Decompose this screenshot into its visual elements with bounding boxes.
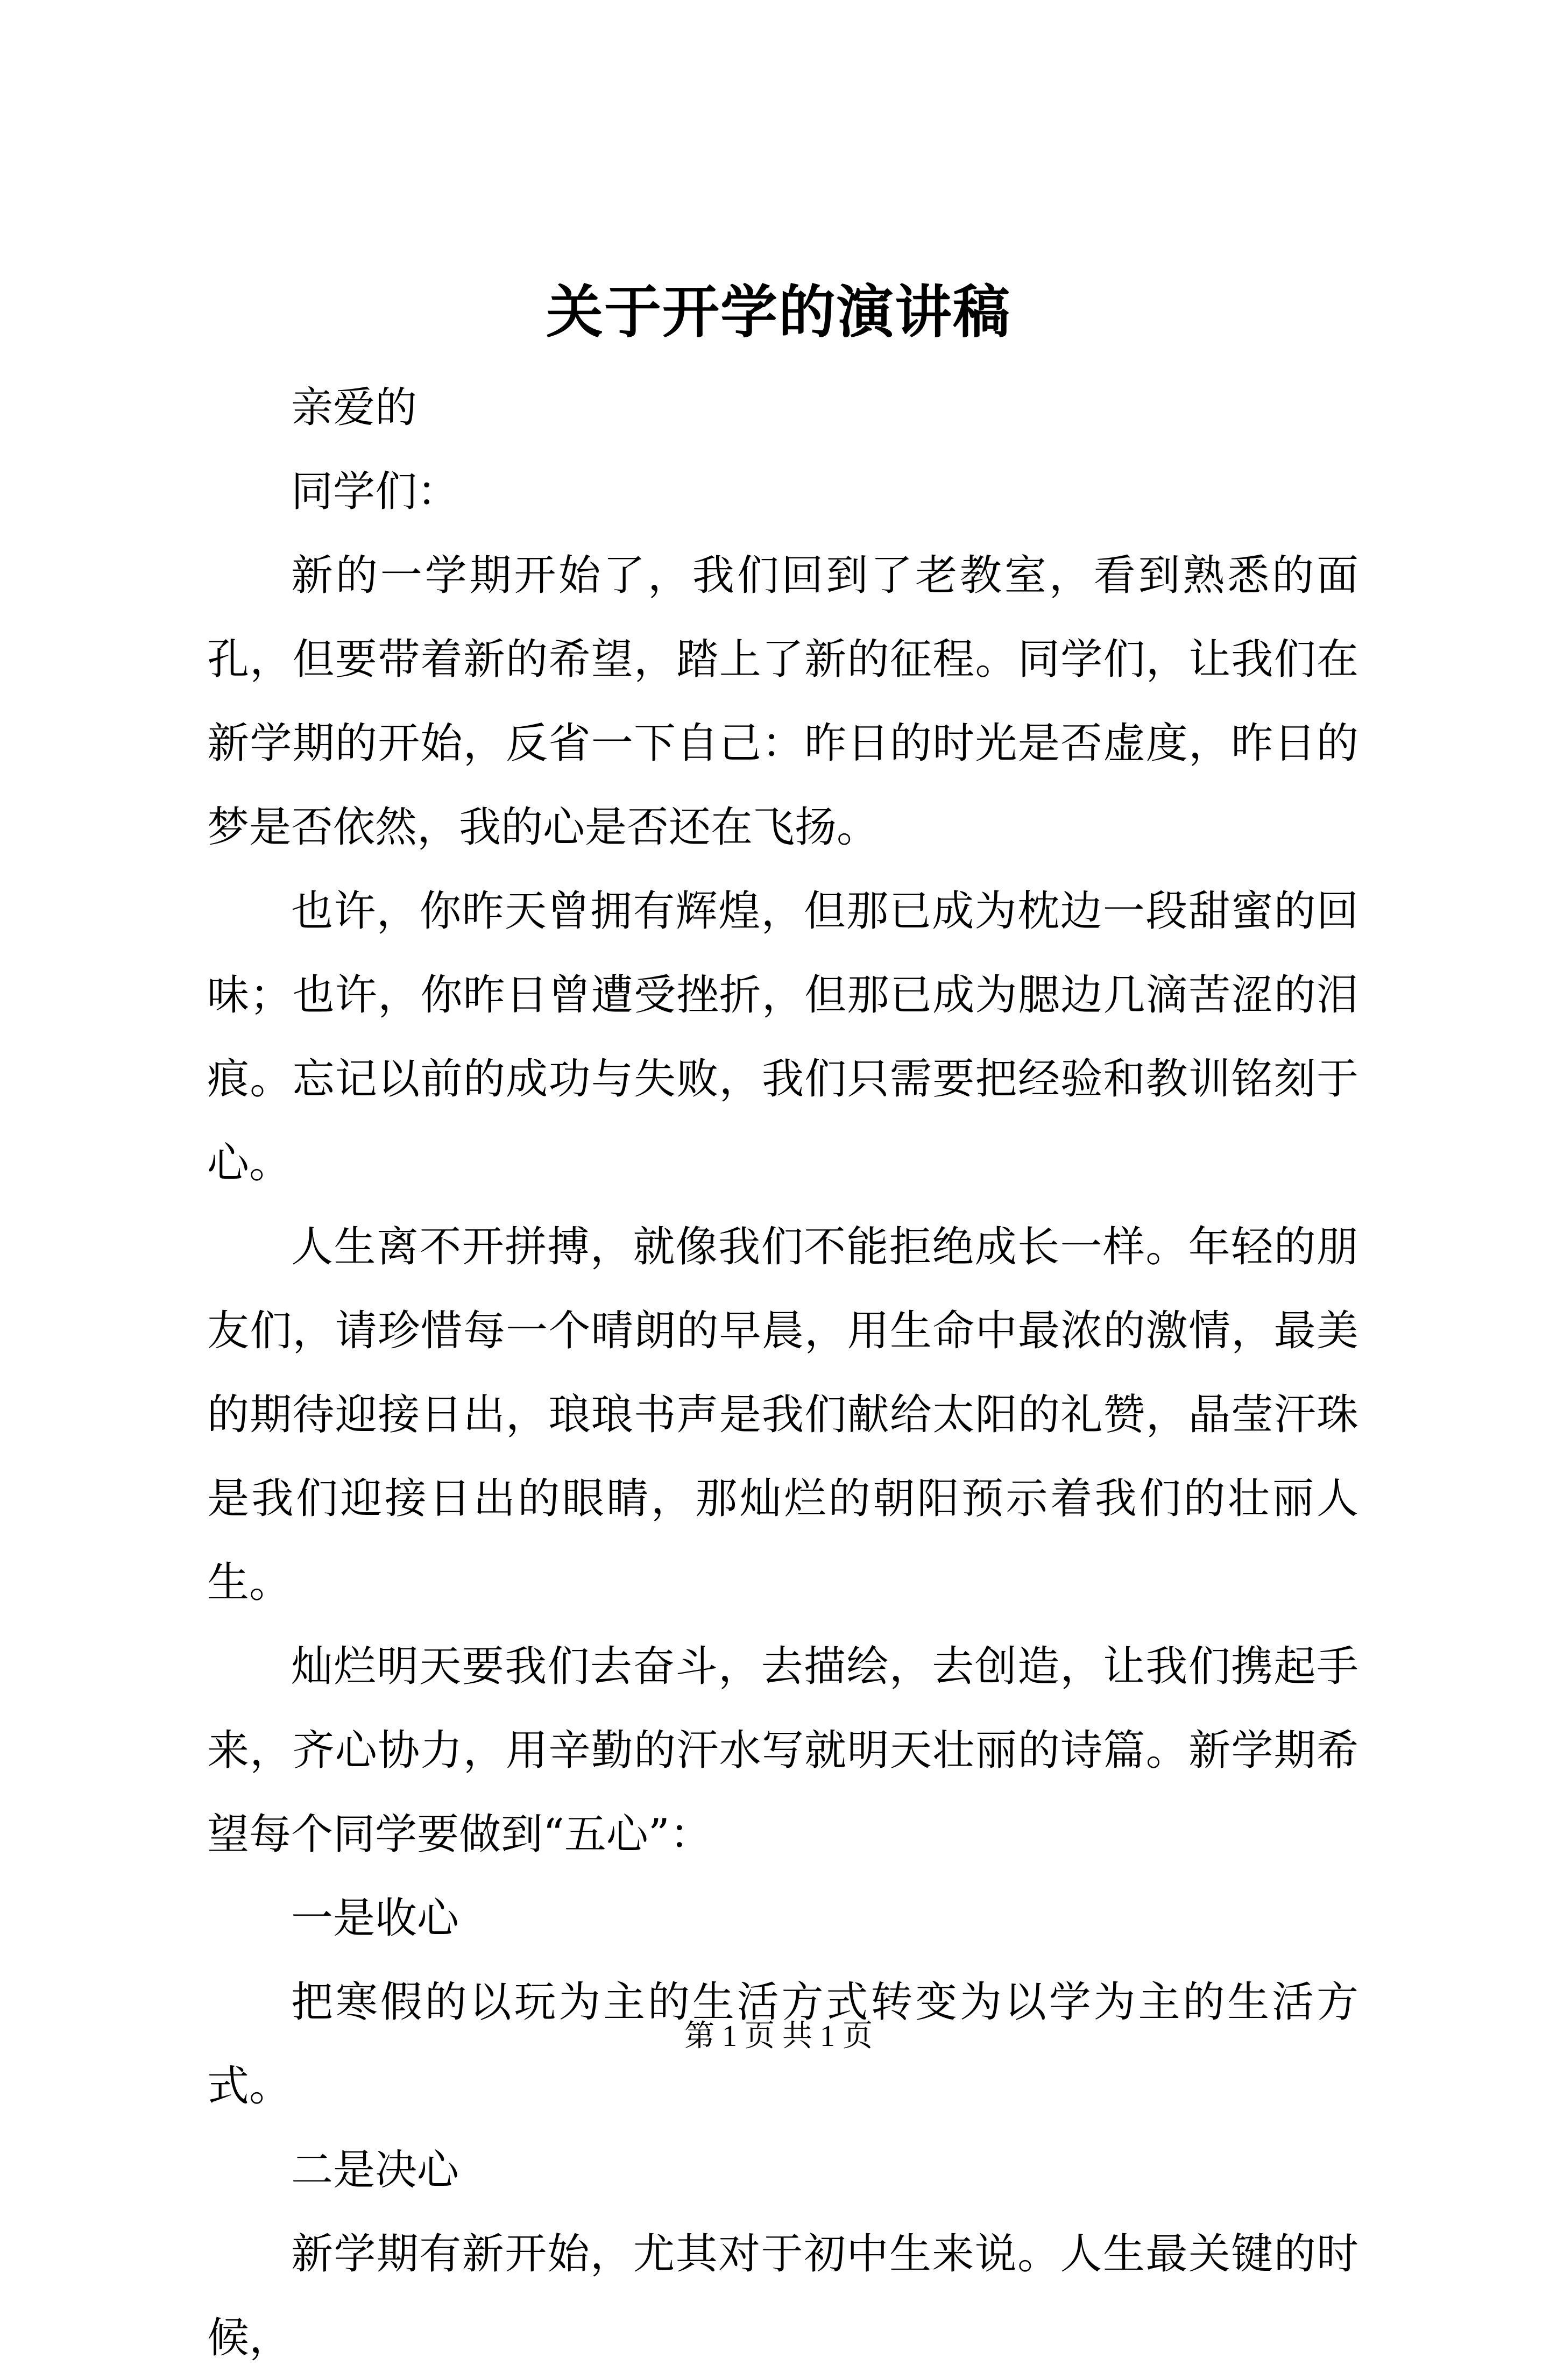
document-title: 关于开学的演讲稿 — [546, 278, 1011, 345]
paragraph-reflection: 也许，你昨天曾拥有辉煌，但那已成为枕边一段甜蜜的回味；也许，你昨日曾遭受挫折，但那已成为腮边几滴苦涩的泪痕。忘记以前的成功与失败，我们只需要把经验和教训铭刻于心。 — [207, 887, 1358, 1187]
page-number-footer: 第 1 页 共 1 页 — [684, 2020, 873, 2053]
paragraph-first-detail: 把寒假的以玩为主的生活方式转变为以学为主的生活方式。 — [207, 1978, 1358, 2110]
paragraph-salutation-2: 同学们： — [291, 468, 459, 516]
document-body — [207, 366, 1358, 2380]
paragraph-intro: 新的一学期开始了，我们回到了老教室，看到熟悉的面孔，但要带着新的希望，踏上了新的征程。同学们，让我们在新学期的开始，反省一下自己：昨日的时光是否虚度，昨日的梦是否依然，我的心是否还在飞扬。 — [207, 551, 1358, 852]
paragraph-five-hearts: 灿烂明天要我们去奋斗，去描绘，去创造，让我们携起手来，齐心协力，用辛勤的汗水写就明天壮丽的诗篇。新学期希望每个同学要做到“五心”： — [207, 1642, 1358, 1859]
paragraph-heading-first: 一是收心 — [291, 1894, 459, 1943]
paragraph-heading-second: 二是决心 — [291, 2146, 459, 2194]
paragraph-second-detail: 新学期有新开始，尤其对于初中生来说。人生最关键的时候， — [207, 2230, 1358, 2362]
paragraph-salutation-1: 亲爱的 — [291, 384, 417, 432]
paragraph-striving: 人生离不开拼搏，就像我们不能拒绝成长一样。年轻的朋友们，请珍惜每一个晴朗的早晨，用生命中最浓的激情，最美的期待迎接日出，琅琅书声是我们献给太阳的礼赞，晶莹汗珠是我们迎接日出的眼睛，那灿烂的朝阳预示着我们的壮丽人生。 — [207, 1223, 1358, 1607]
